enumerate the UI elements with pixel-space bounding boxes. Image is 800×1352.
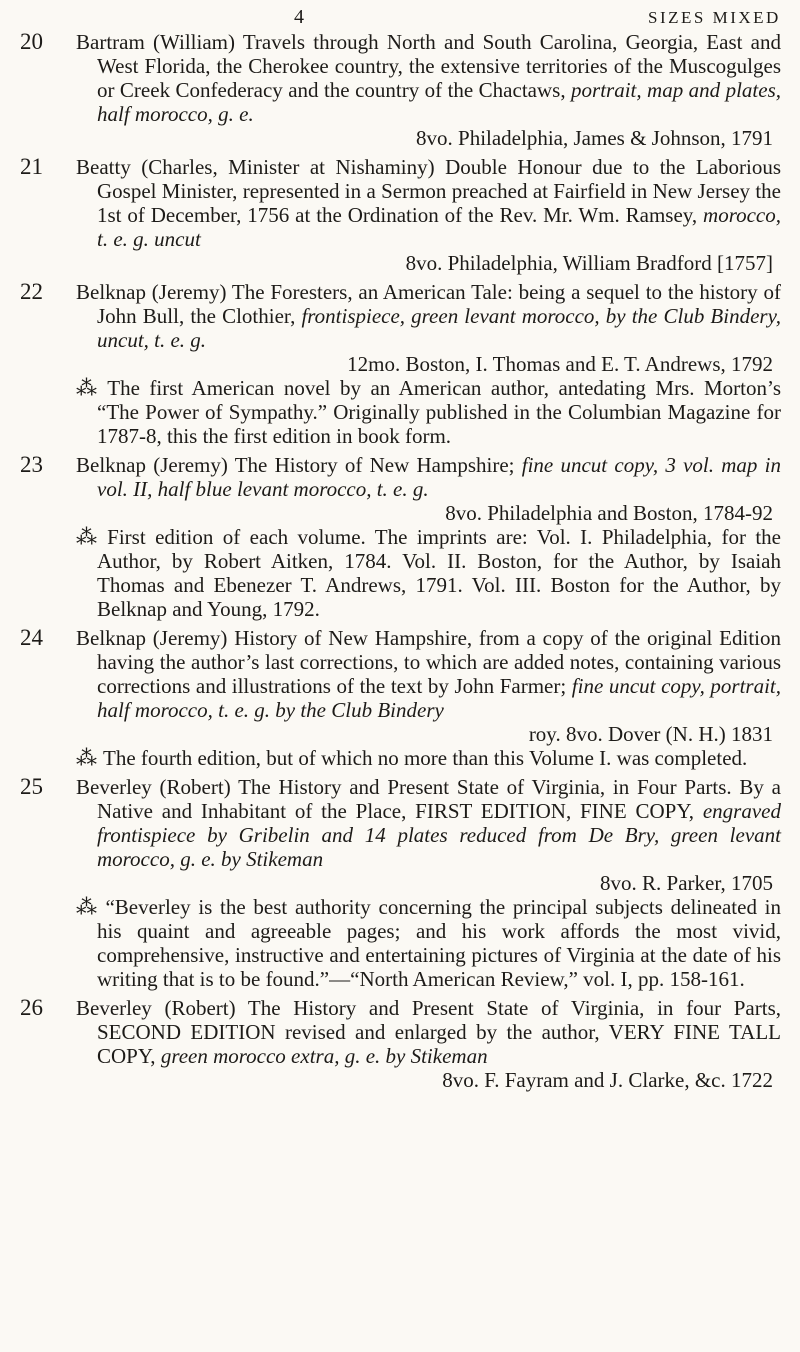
entry-description xyxy=(76,155,781,275)
catalogue-entries xyxy=(0,30,800,1097)
entry-imprint: 8vo. Philadelphia, James & Johnson, 1791 xyxy=(416,126,773,150)
lot-number: 22 xyxy=(20,279,43,304)
asterism-icon: ⁂ xyxy=(76,525,102,549)
entry-binding: fine uncut copy, 3 vol. map in vol. II, half blue levant morocco, t. e. g. xyxy=(97,453,781,501)
entry-note-text: “Beverley is the best authority concerning the principal subjects delineated in his quaint and agreeable pages; and his work affords the most vivid, comprehensive, instructive and entertaining pictures of Virginia at the date of his writing that is to be found.”—“North American Review,” vol. I, pp. 158-161. xyxy=(97,895,781,991)
catalogue-entry xyxy=(0,996,800,1092)
entry-imprint: 12mo. Boston, I. Thomas and E. T. Andrews, 1792 xyxy=(347,352,773,376)
entry-title: Belknap (Jeremy) The History of New Hampshire; xyxy=(76,453,515,477)
entry-body xyxy=(76,155,781,275)
lot-number: 23 xyxy=(20,452,43,477)
entry-body xyxy=(76,996,781,1092)
entry-imprint: 8vo. R. Parker, 1705 xyxy=(600,871,773,895)
asterism-icon: ⁂ xyxy=(76,746,97,770)
entry-body xyxy=(76,453,781,621)
entry-note xyxy=(76,746,781,770)
entry-imprint: 8vo. Philadelphia, William Bradford [1757] xyxy=(405,251,773,275)
catalogue-entry xyxy=(0,30,800,150)
catalogue-entry xyxy=(0,453,800,621)
entry-description xyxy=(76,280,781,376)
entry-body xyxy=(76,280,781,448)
lot-number: 20 xyxy=(20,29,43,54)
entry-imprint: roy. 8vo. Dover (N. H.) 1831 xyxy=(528,722,773,746)
entry-binding: morocco, t. e. g. uncut xyxy=(97,203,781,251)
page-header xyxy=(0,6,800,30)
entry-binding: engraved frontispiece by Gribelin and 14 plates reduced from De Bry, green levant morocco, g. e. by Stikeman xyxy=(97,799,781,871)
entry-note xyxy=(76,376,781,448)
entry-note xyxy=(76,525,781,621)
asterism-icon: ⁂ xyxy=(76,895,100,919)
entry-binding: green morocco extra, g. e. by Stikeman xyxy=(160,1044,488,1068)
lot-number: 26 xyxy=(20,995,43,1020)
entry-body xyxy=(76,30,781,150)
page-number: 4 xyxy=(294,6,304,28)
entry-body xyxy=(76,626,781,770)
entry-title: Bartram (William) Travels through North and South Carolina, Georgia, East and West Florida, the Cherokee country, the extensive territories of the Muscogulges or Creek Confederacy and the country of the Chactaws, xyxy=(76,30,781,102)
entry-title: Beatty (Charles, Minister at Nishaminy) Double Honour due to the Laborious Gospel Minister, represented in a Sermon preached at Fairfield in New Jersey the 1st of December, 1756 at the Ordination of the Rev. Mr. Wm. Ramsey, xyxy=(76,155,781,227)
entry-binding: frontispiece, green levant morocco, by the Club Bindery, uncut, t. e. g. xyxy=(97,304,781,352)
entry-description xyxy=(76,626,781,746)
entry-title: Belknap (Jeremy) The Foresters, an American Tale: being a sequel to the history of John Bull, the Clothier, xyxy=(76,280,781,328)
catalogue-entry xyxy=(0,280,800,448)
entry-description xyxy=(76,30,781,150)
lot-number: 25 xyxy=(20,774,43,799)
catalogue-entry xyxy=(0,775,800,991)
entry-title: Beverley (Robert) The History and Present State of Virginia, in four Parts, SECOND EDITION revised and enlarged by the author, VERY FINE TALL COPY, xyxy=(76,996,781,1068)
entry-body xyxy=(76,775,781,991)
entry-binding: portrait, map and plates, half morocco, g. e. xyxy=(97,78,782,126)
entry-title: Beverley (Robert) The History and Present State of Virginia, in Four Parts. By a Native and Inhabitant of the Place, FIRST EDITION, FINE COPY, xyxy=(76,775,781,823)
catalogue-entry xyxy=(0,626,800,770)
entry-note-text: First edition of each volume. The imprints are: Vol. I. Philadelphia, for the Author, by Robert Aitken, 1784. Vol. II. Boston, for the Author, by Isaiah Thomas and Ebenezer T. Andrews, 1791. Vol. III. Boston for the Author, by Belknap and Young, 1792. xyxy=(97,525,781,621)
lot-number: 21 xyxy=(20,154,43,179)
entry-note-text: The first American novel by an American author, antedating Mrs. Morton’s “The Power of Sympathy.” Originally published in the Columbian Magazine for 1787-8, this the first edition in book form. xyxy=(97,376,781,448)
entry-note-text: The fourth edition, but of which no more than this Volume I. was completed. xyxy=(103,746,748,770)
catalogue-entry xyxy=(0,155,800,275)
entry-imprint: 8vo. F. Fayram and J. Clarke, &c. 1722 xyxy=(442,1068,773,1092)
entry-binding: fine uncut copy, portrait, half morocco, t. e. g. by the Club Bindery xyxy=(97,674,781,722)
entry-note xyxy=(76,895,781,991)
entry-description xyxy=(76,453,781,525)
asterism-icon: ⁂ xyxy=(76,376,102,400)
entry-imprint: 8vo. Philadelphia and Boston, 1784-92 xyxy=(445,501,773,525)
lot-number: 24 xyxy=(20,625,43,650)
entry-description xyxy=(76,775,781,895)
section-title: SIZES MIXED xyxy=(648,8,781,27)
entry-description xyxy=(76,996,781,1092)
entry-title: Belknap (Jeremy) History of New Hampshire, from a copy of the original Edition having the author’s last corrections, to which are added notes, containing various corrections and illustrations of the text by John Farmer; xyxy=(76,626,781,698)
